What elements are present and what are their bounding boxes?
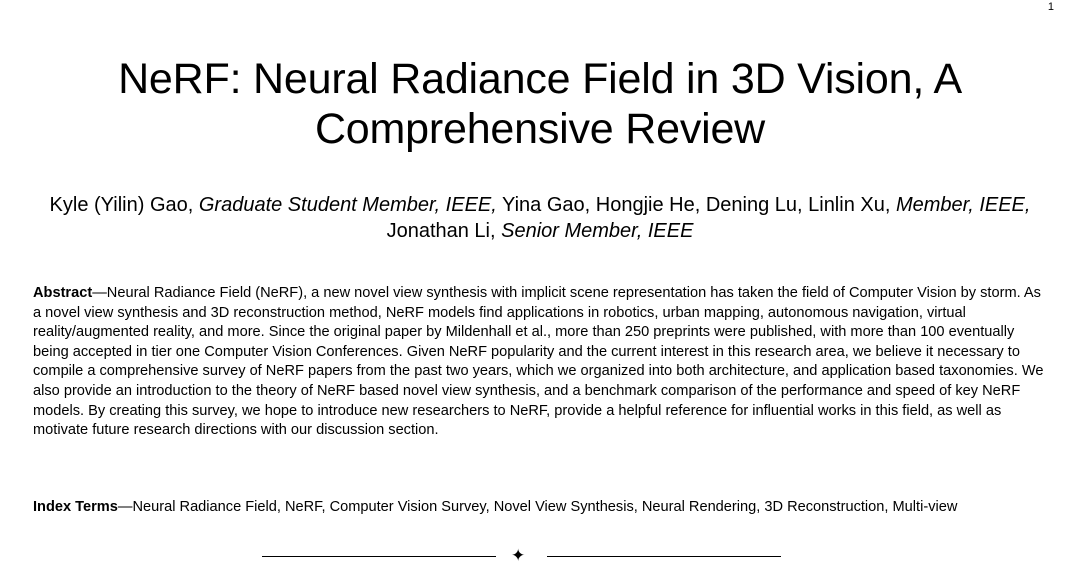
index-terms (33, 497, 1051, 518)
abstract-text: —Neural Radiance Field (NeRF), a new novel view synthesis with implicit scene representation has taken the field of Computer Vision by storm. As a novel view synthesis and 3D reconstruction method, NeRF models find applications in robotics, urban mapping, autonomous navigation, virtual reality/augmented reality, and more. Since the original paper by Mildenhall et al., more than 250 preprints were published, with more than 100 eventually being accepted in tier one Computer Vision Conferences. Given NeRF popularity and the current interest in this research area, we believe it necessary to compile a comprehensive survey of NeRF papers from the past two years, which we organized into both architecture, and application based taxonomies. We also provide an introduction to the theory of NeRF based novel view synthesis, and a benchmark comparison of the performance and speed of key NeRF models. By creating this survey, we hope to introduce new researchers to NeRF, provide a helpful reference for influential works in this field, as well as motivate future research directions with our discussion section. (33, 285, 1044, 439)
author-affiliation: Graduate Student Member, IEEE, (198, 194, 497, 216)
author-affiliation: Member, IEEE, (895, 194, 1031, 216)
author-name: Jonathan Li, (386, 220, 502, 242)
index-terms-label: Index Terms (33, 499, 118, 515)
divider-star-icon: ✦ (511, 546, 526, 565)
section-divider (262, 546, 782, 566)
author-name: Yina Gao, Hongjie He, Dening Lu, Linlin Xu, (496, 194, 896, 216)
author-name: Kyle (Yilin) Gao, (49, 194, 199, 216)
abstract (33, 284, 1051, 441)
author-affiliation: Senior Member, IEEE (501, 220, 694, 242)
abstract-label: Abstract (33, 285, 93, 301)
divider-line (262, 556, 496, 557)
page-number: 1 (1047, 1, 1054, 13)
paper-title: NeRF: Neural Radiance Field in 3D Vision, A Comprehensive Review (118, 55, 962, 153)
divider-line (547, 556, 781, 557)
index-terms-text: —Neural Radiance Field, NeRF, Computer Vision Survey, Novel View Synthesis, Neural Rendering, 3D Reconstruction, Multi-view (117, 499, 958, 515)
author-list (40, 192, 1040, 244)
